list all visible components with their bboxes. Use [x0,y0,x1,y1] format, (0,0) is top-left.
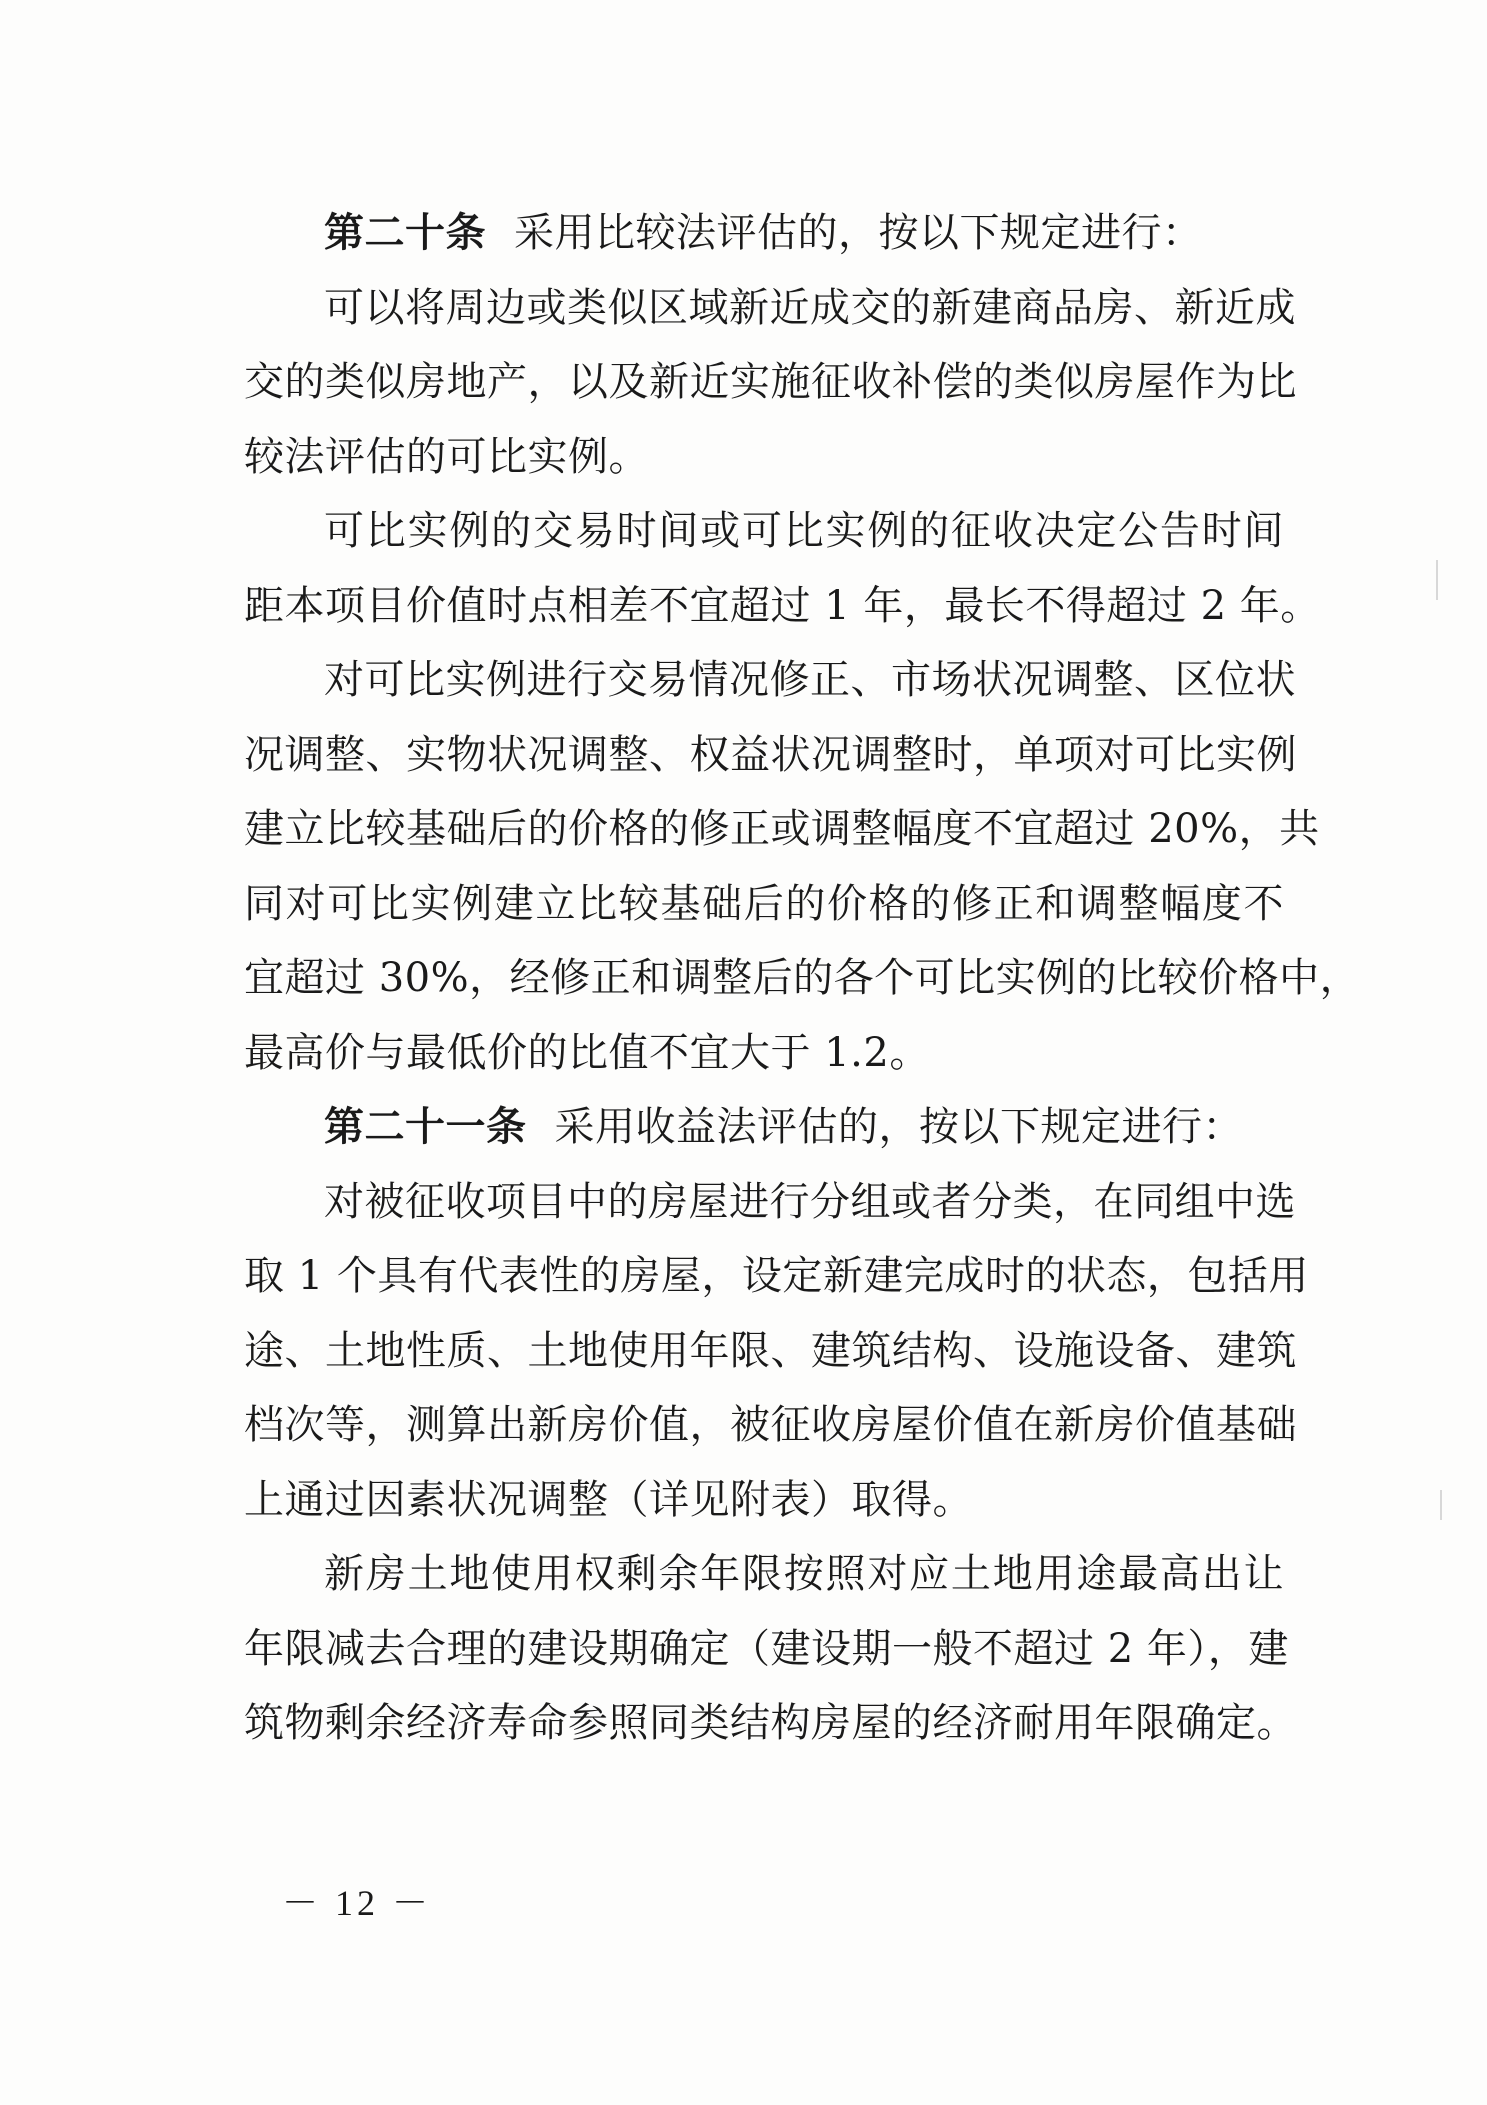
paragraph-line: 途、土地性质、土地使用年限、建筑结构、设施设备、建筑 [244,1327,1297,1374]
scan-edge-mark [1440,1490,1442,1520]
paragraph-line: 可以将周边或类似区域新近成交的新建商品房、新近成 [324,284,1296,331]
paragraph-line: 新房土地使用权剩余年限按照对应土地用途最高出让 [324,1551,1284,1597]
paragraph-line: 同对可比实例建立比较基础后的价格的修正和调整幅度不 [244,880,1284,927]
paragraph-line: 况调整、实物状况调整、权益状况调整时，单项对可比实例 [244,731,1297,778]
paragraph-line: 档次等，测算出新房价值，被征收房屋价值在新房价值基础 [244,1402,1297,1448]
document-body [244,196,1361,1761]
scan-edge-mark [1436,560,1438,600]
paragraph-line: 较法评估的可比实例。 [244,433,649,480]
paragraph-line: 距本项目价值时点相差不宜超过 1 年，最长不得超过 2 年。 [244,582,1321,629]
paragraph-line: 建立比较基础后的价格的修正或调整幅度不宜超过 20%，共 [244,806,1320,852]
paragraph-line: 筑物剩余经济寿命参照同类结构房屋的经济耐用年限确定。 [244,1700,1297,1746]
page-number: － 12 － [282,1883,433,1923]
paragraph-line: 取 1 个具有代表性的房屋，设定新建完成时的状态，包括用 [244,1253,1309,1299]
paragraph-line: 可比实例的交易时间或可比实例的征收决定公告时间 [324,508,1284,554]
paragraph-line: 年限减去合理的建设期确定（建设期一般不超过 2 年），建 [244,1625,1289,1672]
article-21-heading: 第二十一条 [324,1104,527,1150]
paragraph-line: 最高价与最低价的比值不宜大于 1.2。 [244,1029,930,1076]
paragraph-line: 对被征收项目中的房屋进行分组或者分类，在同组中选 [324,1178,1296,1225]
article-20-heading-line [244,196,1284,271]
paragraph-line: 宜超过 30%，经修正和调整后的各个可比实例的比较价格中， [244,955,1361,1001]
article-20-heading: 第二十条 [324,210,486,256]
paragraph-line: 交的类似房地产，以及新近实施征收补偿的类似房屋作为比 [244,359,1297,405]
article-21-intro: 采用收益法评估的，按以下规定进行： [554,1104,1243,1150]
paragraph-line: 对可比实例进行交易情况修正、市场状况调整、区位状 [324,657,1296,703]
article-20-intro: 采用比较法评估的，按以下规定进行： [514,210,1203,256]
paragraph-line: 上通过因素状况调整（详见附表）取得。 [244,1476,973,1523]
article-21-heading-line [244,1090,1284,1165]
